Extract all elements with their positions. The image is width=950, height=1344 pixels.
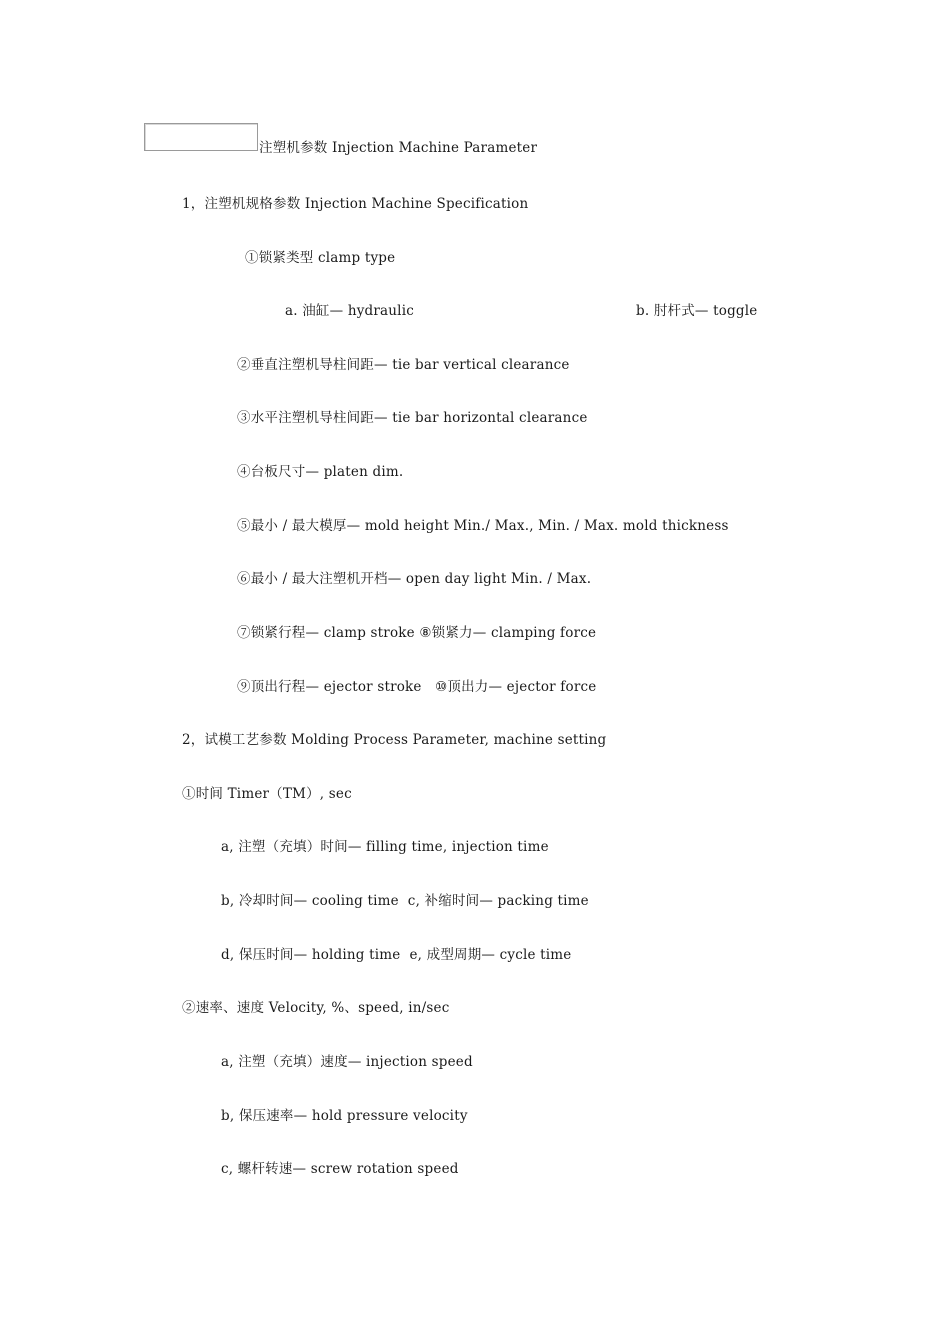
- open-daylight-item: ⑥最小 / 最大注塑机开档— open day light Min. / Max.: [237, 571, 592, 587]
- mold-height-item: ⑤最小 / 最大模厚— mold height Min./ Max., Min. / Max. mold thickness: [237, 518, 729, 534]
- clamp-type-option-b: b. 肘杆式— toggle: [636, 303, 758, 319]
- velocity-item-c: c, 螺杆转速— screw rotation speed: [221, 1161, 459, 1177]
- section2-heading: 2，试模工艺参数 Molding Process Parameter, machine setting: [182, 732, 607, 748]
- document-title: 注塑机参数 Injection Machine Parameter: [259, 140, 538, 156]
- velocity-item-a: a, 注塑（充填）速度— injection speed: [221, 1054, 473, 1070]
- clamp-type-item: ①锁紧类型 clamp type: [245, 250, 396, 266]
- velocity-heading: ②速率、速度 Velocity, %、speed, in/sec: [182, 1000, 450, 1016]
- platen-dim-item: ④台板尺寸— platen dim.: [237, 464, 404, 480]
- image-placeholder-box: [144, 123, 258, 151]
- section1-heading: 1，注塑机规格参数 Injection Machine Specification: [182, 196, 529, 212]
- velocity-item-b: b, 保压速率— hold pressure velocity: [221, 1108, 468, 1124]
- timer-item-a: a, 注塑（充填）时间— filling time, injection time: [221, 839, 549, 855]
- clamp-stroke-force-item: ⑦锁紧行程— clamp stroke ⑧锁紧力— clamping force: [237, 625, 597, 641]
- tie-bar-vertical-item: ②垂直注塑机导柱间距— tie bar vertical clearance: [237, 357, 570, 373]
- ejector-stroke-force-item: ⑨顶出行程— ejector stroke ⑩顶出力— ejector force: [237, 679, 597, 695]
- tie-bar-horizontal-item: ③水平注塑机导柱间距— tie bar horizontal clearance: [237, 410, 588, 426]
- timer-item-b-c: b, 冷却时间— cooling time c, 补缩时间— packing time: [221, 893, 589, 909]
- clamp-type-option-a: a. 油缸— hydraulic: [285, 303, 414, 319]
- timer-item-d-e: d, 保压时间— holding time e, 成型周期— cycle time: [221, 947, 572, 963]
- timer-heading: ①时间 Timer（TM）, sec: [182, 786, 352, 802]
